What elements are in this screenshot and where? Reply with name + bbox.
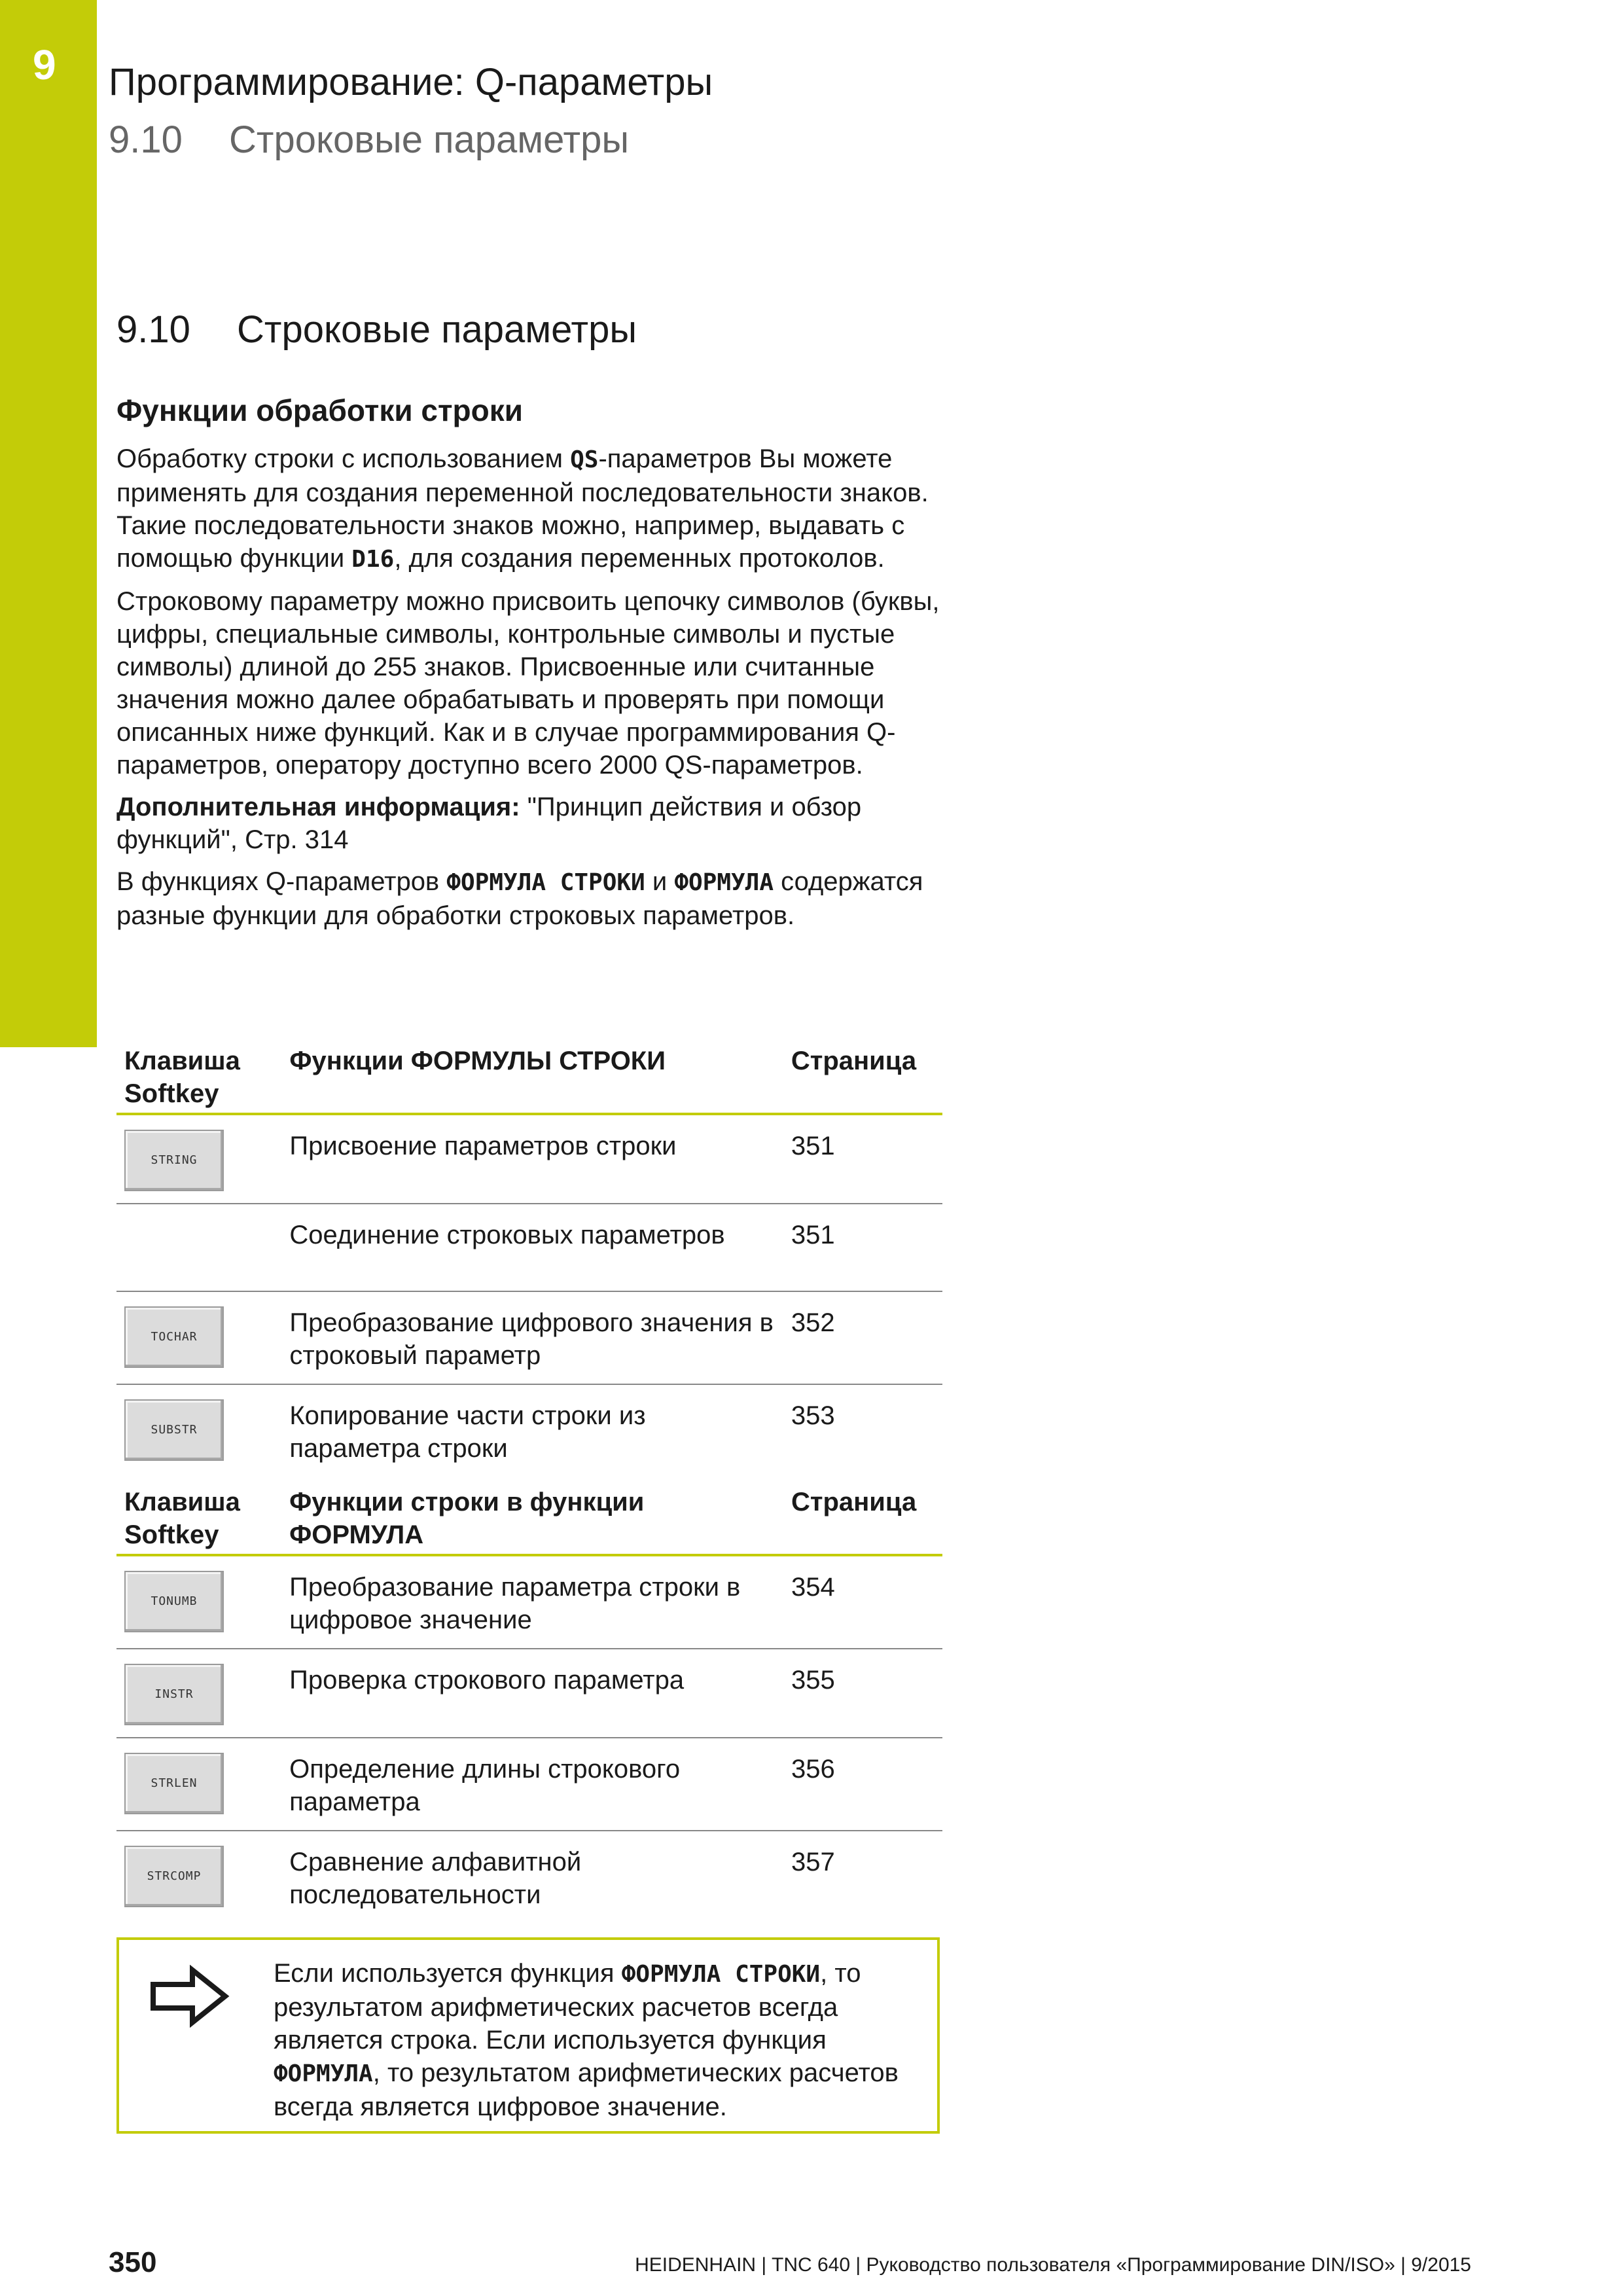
subsection-title: Функции обработки строки <box>116 393 524 427</box>
softkey-strcomp[interactable]: STRCOMP <box>124 1846 224 1907</box>
softkey-instr[interactable]: INSTR <box>124 1664 224 1725</box>
text-span: -параметров Вы можете применять для создания переменной последовательности знаков. Такие последовательности знаков можно, например, выдавать с помощью функции <box>116 444 929 573</box>
table-header-row <box>116 1045 942 1114</box>
function-cell: Проверка строкового параметра <box>289 1649 791 1738</box>
function-cell: Соединение строковых параметров <box>289 1204 791 1291</box>
page-cell: 357 <box>791 1848 835 1876</box>
string-formula-table <box>116 1045 942 1477</box>
function-cell: Определение длины строкового параметра <box>289 1738 791 1831</box>
chapter-sidebar <box>0 0 97 1047</box>
table-row <box>116 1555 942 1649</box>
section-title: Строковые параметры <box>237 308 637 351</box>
softkey-cell <box>116 1114 289 1204</box>
bold-span: Дополнительная информация: <box>116 793 520 821</box>
footer-text: HEIDENHAIN | TNC 640 | Руководство пользователя «Программирование DIN/ISO» | 9/2015 <box>635 2254 1471 2276</box>
paragraph-1 <box>116 442 961 576</box>
text-span: , для создания переменных протоколов. <box>394 544 885 573</box>
softkey-tonumb[interactable]: TONUMB <box>124 1571 224 1632</box>
section-number: 9.10 <box>116 308 190 351</box>
softkey-cell <box>116 1555 289 1649</box>
col-function-header: Функции строки в функции ФОРМУЛА <box>289 1486 791 1555</box>
text-span: В функциях Q-параметров <box>116 867 447 896</box>
paragraph-3 <box>116 791 961 856</box>
function-cell: Копирование части строки из параметра строки <box>289 1401 646 1463</box>
code-span: D16 <box>351 546 395 573</box>
page-cell: 351 <box>791 1204 942 1291</box>
text-span: , то результатом арифметических расчетов всегда является строка. Если используется функция <box>274 1959 861 2054</box>
note-text <box>274 1957 928 2123</box>
running-section-header <box>109 118 629 162</box>
table-row <box>116 1204 942 1291</box>
code-span: QS <box>570 446 599 473</box>
text-span: Если используется функция <box>274 1959 622 1988</box>
table-row <box>116 1384 942 1477</box>
softkey-string[interactable]: STRING <box>124 1130 224 1191</box>
section-heading <box>116 308 637 351</box>
code-span: ФОРМУЛА <box>674 869 774 896</box>
page-cell: 354 <box>791 1555 942 1649</box>
text-span: , то результатом арифметических расчетов всегда является цифровое значение. <box>274 2058 899 2121</box>
running-section-number: 9.10 <box>109 118 183 161</box>
page-cell: 356 <box>791 1738 942 1831</box>
softkey-cell <box>116 1649 289 1738</box>
function-cell: Присвоение параметров строки <box>289 1114 791 1204</box>
softkey-cell <box>116 1738 289 1831</box>
cross-reference-link[interactable]: "Принцип действия и обзор функций", Стр. 314 <box>116 793 862 854</box>
text-span: Обработку строки с использованием <box>116 444 571 473</box>
paragraph-2: Строковому параметру можно присвоить цепочку символов (буквы, цифры, специальные символы, контрольные символы и пустые символы) длиной до 255 знаков. Присвоенные или считанные значения можно далее обрабатывать и проверять при помощи описанных ниже функций. Как и в случае программирования Q-параметров, оператору доступно всего 2000 QS-параметров. <box>116 587 940 780</box>
table-row <box>116 1738 942 1831</box>
running-section-title: Строковые параметры <box>229 118 630 161</box>
formula-string-table <box>116 1486 942 1923</box>
table-header-row <box>116 1486 942 1555</box>
note-box <box>116 1937 940 2134</box>
col-page-header: Страница <box>791 1045 942 1114</box>
table-row <box>116 1831 942 1923</box>
paragraph-4 <box>116 865 961 932</box>
chapter-number: 9 <box>33 41 56 88</box>
body-text <box>116 442 961 941</box>
softkey-cell <box>116 1831 289 1923</box>
softkey-strlen[interactable]: STRLEN <box>124 1753 224 1814</box>
table-row <box>116 1114 942 1204</box>
code-span: ФОРМУЛА СТРОКИ <box>621 1961 821 1988</box>
col-function-header: Функции ФОРМУЛЫ СТРОКИ <box>289 1045 791 1114</box>
page-cell: 352 <box>791 1291 942 1384</box>
softkey-cell <box>116 1291 289 1384</box>
text-span: и <box>645 867 675 896</box>
softkey-substr[interactable]: SUBSTR <box>124 1399 224 1461</box>
arrow-right-icon <box>149 1965 230 2028</box>
function-cell: Преобразование цифрового значения в строковый параметр <box>289 1291 791 1384</box>
col-softkey-header: Клавиша Softkey <box>116 1486 289 1555</box>
function-cell: Преобразование параметра строки в цифровое значение <box>289 1555 791 1649</box>
table-row <box>116 1649 942 1738</box>
chapter-title: Программирование: Q-параметры <box>109 61 713 103</box>
softkey-cell <box>116 1384 289 1477</box>
page-cell: 351 <box>791 1114 942 1204</box>
softkey-cell-empty <box>116 1204 289 1291</box>
page-number: 350 <box>109 2246 157 2278</box>
table-row <box>116 1291 942 1384</box>
softkey-tochar[interactable]: TOCHAR <box>124 1306 224 1368</box>
text-span: содержатся разные функции для обработки строковых параметров. <box>116 867 923 930</box>
code-span: ФОРМУЛА <box>274 2060 373 2087</box>
page-cell: 355 <box>791 1649 942 1738</box>
col-softkey-header: Клавиша Softkey <box>116 1045 289 1114</box>
function-cell: Сравнение алфавитной последовательности <box>289 1848 582 1909</box>
page-cell: 353 <box>791 1401 835 1430</box>
col-page-header: Страница <box>791 1486 942 1555</box>
code-span: ФОРМУЛА СТРОКИ <box>446 869 645 896</box>
